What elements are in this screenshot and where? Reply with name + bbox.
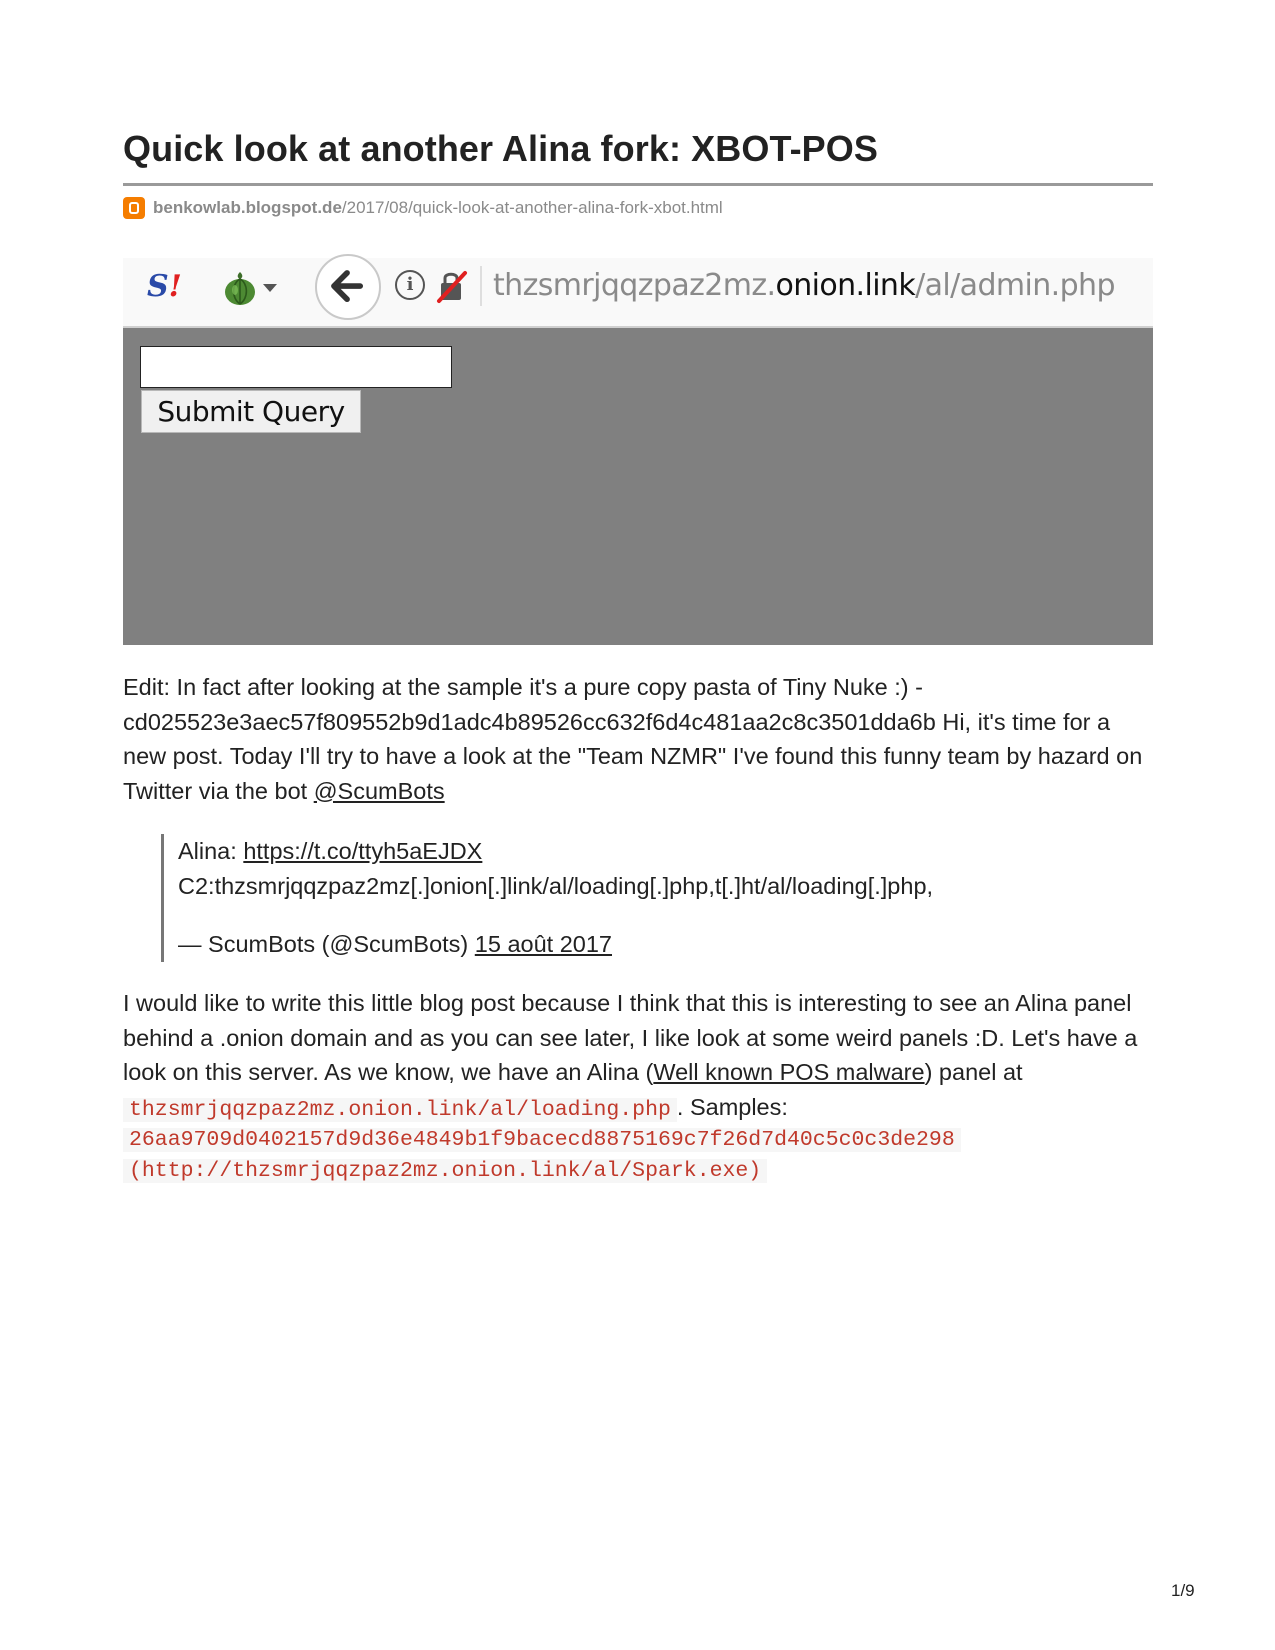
source-domain[interactable]: benkowlab.blogspot.de <box>153 198 342 217</box>
page-number: 1/9 <box>1171 1581 1195 1600</box>
back-arrow-icon <box>317 256 379 318</box>
samples-code <box>123 1125 961 1187</box>
url-path: /al/admin.php <box>915 268 1115 303</box>
quote-citation <box>178 927 1168 962</box>
p2-text-a: I would like to write this little blog post because I think that this is interesting to see an Alina panel behind a .onion domain and as you can see later, I like look at some weird panels :D. Let's have a look on this server. As we know, we have an Alina ( <box>123 990 1138 1085</box>
source-path[interactable]: /2017/08/quick-look-at-another-alina-fork-xbot.html <box>341 198 723 217</box>
intro-paragraph <box>123 986 1153 1127</box>
quote-prefix: Alina: <box>178 838 244 864</box>
page-title: Quick look at another Alina fork: XBOT-POS <box>123 128 878 169</box>
browser-toolbar <box>123 258 1153 328</box>
panel-page <box>123 328 1153 645</box>
address-bar[interactable] <box>493 266 1115 306</box>
quote-line-1 <box>178 834 1168 869</box>
back-button[interactable] <box>315 254 381 320</box>
cite-prefix: — ScumBots (@ScumBots) <box>178 931 475 957</box>
p1-text: Edit: In fact after looking at the sample it's a pure copy pasta of Tiny Nuke :) - cd025523e3aec57f809552b9d1adc4b89526cc632f6d4c481aa2c8c3501dda6b Hi, it's time for a new post. Today I'll try to have a look at the "Team NZMR" I've found this funny team by hazard on Twitter via the bot <box>123 674 1143 804</box>
source-line <box>123 196 723 220</box>
url-host: onion.link <box>775 268 916 303</box>
insecure-lock-icon[interactable] <box>435 268 471 304</box>
tweet-quote <box>161 834 1168 962</box>
code-line-hash: 26aa9709d0402157d9d36e4849b1f9bacecd8875169c7f26d7d40c5c0c3de298 <box>123 1125 961 1156</box>
onion-icon[interactable] <box>223 270 257 306</box>
p2-text-c: . Samples: <box>676 1093 788 1120</box>
submit-query-button[interactable]: Submit Query <box>141 390 361 433</box>
blogger-icon <box>123 197 145 219</box>
url-subdomain: thzsmrjqqzpaz2mz. <box>493 268 776 303</box>
quote-line-2: C2:thzsmrjqqzpaz2mz[.]onion[.]link/al/loading[.]php,t[.]ht/al/loading[.]php, <box>178 872 934 899</box>
pos-malware-link[interactable]: Well known POS malware <box>653 1059 925 1085</box>
tweet-date-link[interactable]: 15 août 2017 <box>474 931 612 957</box>
panel-url-code: thzsmrjqqzpaz2mz.onion.link/al/loading.php <box>123 1098 677 1122</box>
edit-paragraph <box>123 670 1153 808</box>
code-line-url: (http://thzsmrjqqzpaz2mz.onion.link/al/Spark.exe) <box>123 1156 961 1187</box>
scumbots-link[interactable]: @ScumBots <box>313 777 445 804</box>
toolbar-separator <box>480 266 482 306</box>
p2-text-b: ) panel at <box>924 1059 1023 1085</box>
tco-link[interactable]: https://t.co/ttyh5aEJDX <box>243 838 483 864</box>
chevron-down-icon[interactable] <box>263 284 277 292</box>
info-icon[interactable]: i <box>395 270 425 300</box>
admin-panel-screenshot <box>123 258 1153 645</box>
query-input[interactable] <box>140 346 452 388</box>
title-divider <box>123 183 1153 186</box>
s-addon-icon[interactable]: S! <box>147 269 182 304</box>
